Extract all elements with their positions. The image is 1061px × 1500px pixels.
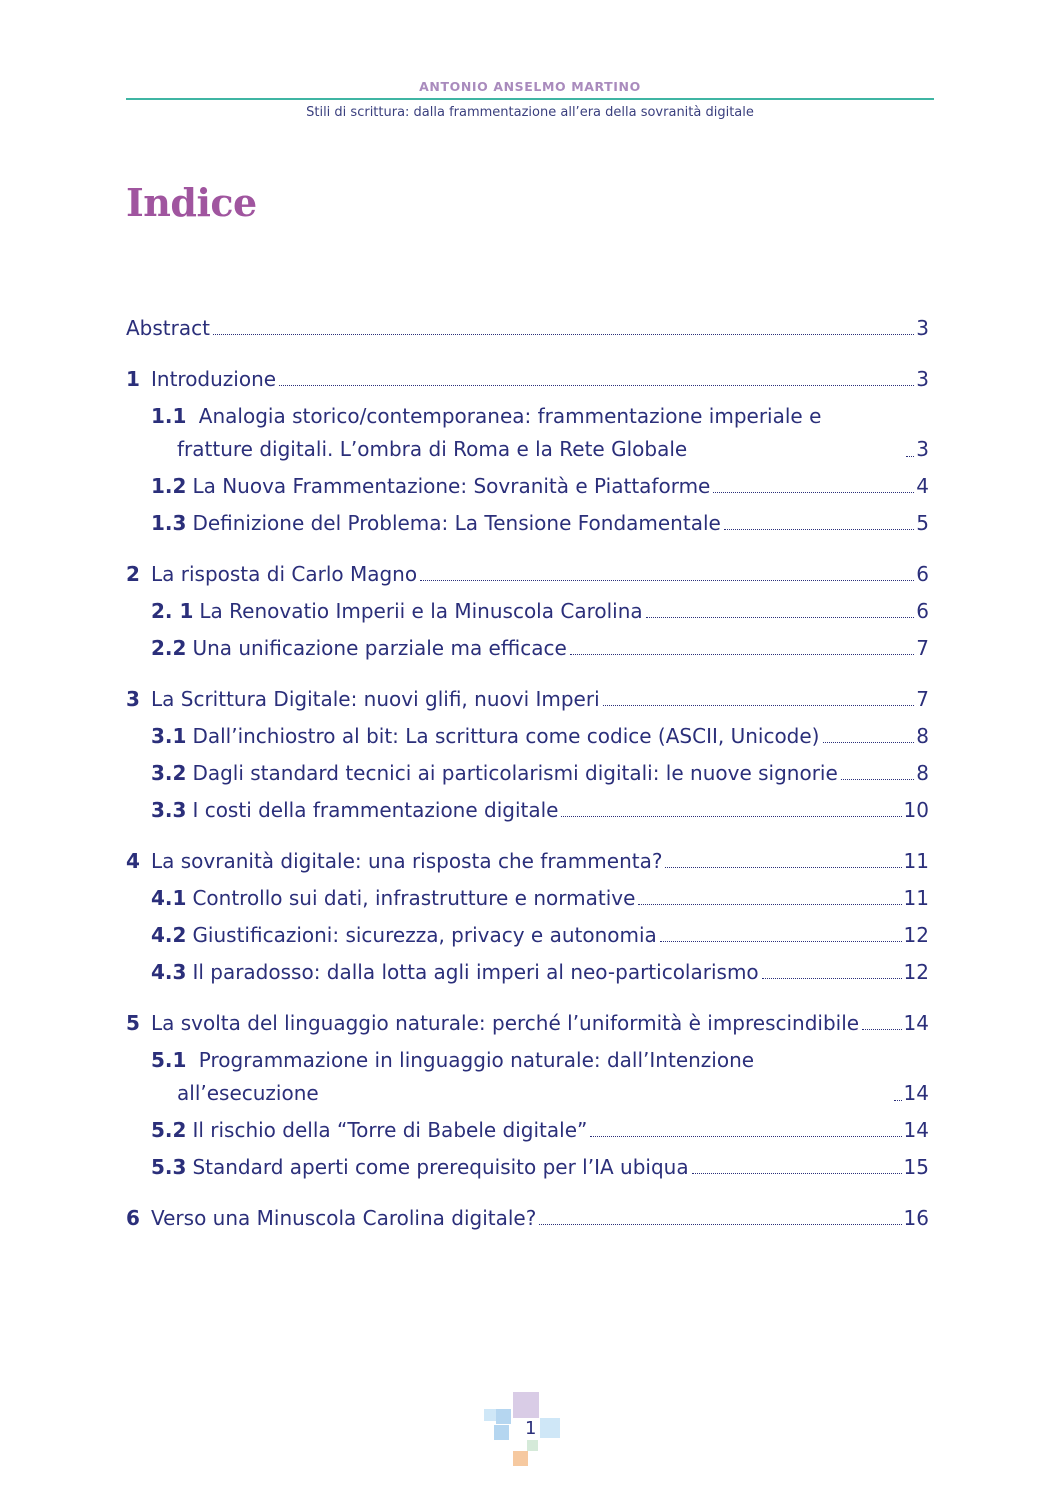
page-footer-ornament	[484, 1392, 564, 1472]
toc-chapter-2[interactable]	[126, 558, 929, 591]
toc-section-5-1[interactable]	[126, 1044, 929, 1110]
section-title: Dall’inchiostro al bit: La scrittura come codice (ASCII, Unicode)	[192, 724, 820, 748]
section-page: 10	[903, 798, 929, 822]
toc-section-3-2[interactable]	[126, 757, 929, 790]
chapter-title: Introduzione	[151, 367, 277, 391]
toc-chapter-1[interactable]	[126, 363, 929, 396]
chapter-page: 3	[916, 367, 929, 391]
chapter-page: 6	[916, 562, 929, 586]
section-page: 7	[916, 636, 929, 660]
dot-leader	[539, 1224, 901, 1225]
chapter-title: La sovranità digitale: una risposta che frammenta?	[151, 849, 663, 873]
section-title: La Renovatio Imperii e la Minuscola Carolina	[199, 599, 643, 623]
section-title: 5.1 Programmazione in linguaggio naturale: dall’Intenzione all’esecuzione	[151, 1048, 755, 1105]
section-title: La Nuova Frammentazione: Sovranità e Piattaforme	[192, 474, 711, 498]
toc-section-1-2[interactable]	[126, 470, 929, 503]
toc-section-4-1[interactable]	[126, 882, 929, 915]
page-number: 1	[525, 1418, 537, 1439]
dot-leader	[603, 705, 915, 706]
ornament-square	[496, 1409, 511, 1424]
section-title: Controllo sui dati, infrastrutture e normative	[192, 886, 636, 910]
dot-leader	[665, 867, 901, 868]
section-number: 2.2	[151, 636, 187, 660]
toc-section-5-2[interactable]	[126, 1114, 929, 1147]
chapter-number: 4	[126, 849, 140, 873]
toc-entry-abstract[interactable]	[126, 312, 929, 345]
dot-leader	[420, 580, 914, 581]
dot-leader	[862, 1029, 901, 1030]
dot-leader	[762, 978, 902, 979]
dot-leader	[692, 1173, 902, 1174]
page-title: Indice	[126, 180, 257, 225]
section-number: 3.2	[151, 761, 187, 785]
dot-leader	[279, 385, 914, 386]
toc-chapter-5[interactable]	[126, 1007, 929, 1040]
section-page: 3	[916, 437, 929, 461]
chapter-title: Verso una Minuscola Carolina digitale?	[151, 1206, 537, 1230]
running-header	[126, 78, 934, 122]
dot-leader	[638, 904, 901, 905]
toc-section-1-3[interactable]	[126, 507, 929, 540]
toc-chapter-3[interactable]	[126, 683, 929, 716]
ornament-square	[513, 1451, 528, 1466]
section-page: 14	[903, 1118, 929, 1142]
section-page: 4	[916, 474, 929, 498]
section-page: 8	[916, 761, 929, 785]
toc-chapter-6[interactable]	[126, 1202, 929, 1235]
chapter-number: 3	[126, 687, 140, 711]
section-title: 1.1 Analogia storico/contemporanea: frammentazione imperiale e fratture digitali. L’ombra di Roma e la Rete Globale	[151, 404, 822, 461]
dot-leader	[570, 654, 915, 655]
toc-section-1-1[interactable]	[126, 400, 929, 466]
dot-leader	[823, 742, 915, 743]
section-number: 3.3	[151, 798, 187, 822]
dot-leader	[713, 492, 914, 493]
section-title: Dagli standard tecnici ai particolarismi digitali: le nuove signorie	[192, 761, 838, 785]
toc-section-2-1[interactable]	[126, 595, 929, 628]
section-page: 14	[903, 1081, 929, 1105]
section-title: Il paradosso: dalla lotta agli imperi al neo-particolarismo	[192, 960, 759, 984]
toc-chapter-4[interactable]	[126, 845, 929, 878]
chapter-title: La svolta del linguaggio naturale: perché l’uniformità è imprescindibile	[151, 1011, 860, 1035]
section-number: 2. 1	[151, 599, 194, 623]
chapter-page: 11	[903, 849, 929, 873]
section-page: 5	[916, 511, 929, 535]
chapter-page: 14	[903, 1011, 929, 1035]
section-title: I costi della frammentazione digitale	[192, 798, 559, 822]
dot-leader	[213, 334, 914, 335]
section-number: 1.2	[151, 474, 187, 498]
dot-leader	[561, 816, 901, 817]
section-page: 12	[903, 960, 929, 984]
ornament-square	[527, 1440, 538, 1451]
section-number: 1.3	[151, 511, 187, 535]
table-of-contents	[126, 312, 929, 1239]
dot-leader	[841, 779, 914, 780]
section-page: 11	[903, 886, 929, 910]
section-number: 4.2	[151, 923, 187, 947]
toc-section-4-2[interactable]	[126, 919, 929, 952]
toc-section-5-3[interactable]	[126, 1151, 929, 1184]
toc-entry-title: Abstract	[126, 316, 210, 340]
dot-leader	[724, 529, 914, 530]
chapter-number: 2	[126, 562, 140, 586]
section-number: 3.1	[151, 724, 187, 748]
section-page: 12	[903, 923, 929, 947]
section-page: 8	[916, 724, 929, 748]
toc-section-3-1[interactable]	[126, 720, 929, 753]
section-number: 4.3	[151, 960, 187, 984]
dot-leader	[660, 941, 902, 942]
ornament-square	[540, 1418, 560, 1438]
chapter-title: La Scrittura Digitale: nuovi glifi, nuovi Imperi	[151, 687, 600, 711]
chapter-page: 16	[903, 1206, 929, 1230]
ornament-square	[513, 1392, 539, 1418]
header-rule	[126, 98, 934, 100]
section-number: 4.1	[151, 886, 187, 910]
dot-leader	[646, 617, 915, 618]
ornament-square	[494, 1425, 509, 1440]
toc-section-4-3[interactable]	[126, 956, 929, 989]
header-author: ANTONIO ANSELMO MARTINO	[419, 79, 641, 94]
toc-entry-page: 3	[916, 316, 929, 340]
section-number: 5.3	[151, 1155, 187, 1179]
section-number: 1.1	[151, 404, 187, 428]
chapter-page: 7	[916, 687, 929, 711]
header-subtitle: Stili di scrittura: dalla frammentazione all’era della sovranità digitale	[306, 105, 754, 120]
section-number: 5.1	[151, 1048, 187, 1072]
toc-section-2-2[interactable]	[126, 632, 929, 665]
section-title: Definizione del Problema: La Tensione Fondamentale	[192, 511, 721, 535]
chapter-number: 1	[126, 367, 140, 391]
chapter-number: 6	[126, 1206, 140, 1230]
section-title: Il rischio della “Torre di Babele digitale”	[192, 1118, 588, 1142]
toc-section-3-3[interactable]	[126, 794, 929, 827]
dot-leader	[590, 1136, 901, 1137]
section-page: 6	[916, 599, 929, 623]
section-title: Una unificazione parziale ma efficace	[192, 636, 567, 660]
section-number: 5.2	[151, 1118, 187, 1142]
ornament-square	[484, 1409, 496, 1421]
section-title: Giustificazioni: sicurezza, privacy e autonomia	[192, 923, 657, 947]
section-page: 15	[903, 1155, 929, 1179]
chapter-title: La risposta di Carlo Magno	[151, 562, 418, 586]
dot-leader	[906, 456, 914, 457]
chapter-number: 5	[126, 1011, 140, 1035]
section-title: Standard aperti come prerequisito per l’IA ubiqua	[192, 1155, 689, 1179]
dot-leader	[894, 1100, 902, 1101]
